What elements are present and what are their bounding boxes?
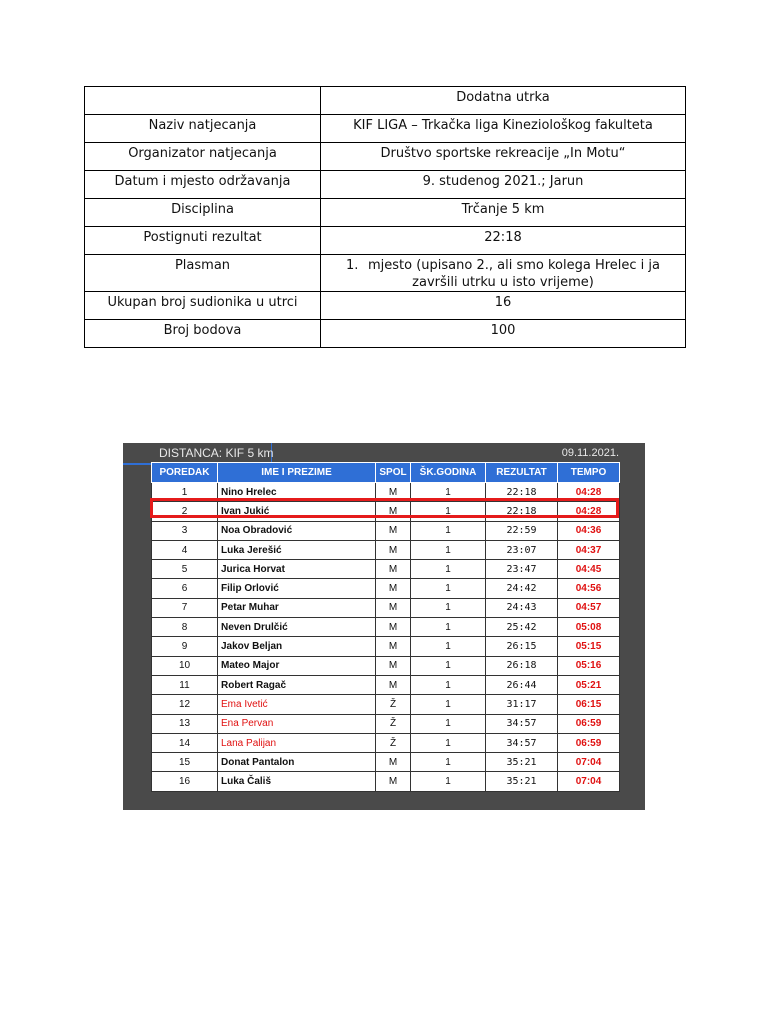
result-time: 24:43 — [486, 598, 558, 617]
result-rank: 11 — [152, 675, 218, 694]
result-year: 1 — [411, 483, 486, 502]
result-year: 1 — [411, 772, 486, 791]
result-name: Robert Ragač — [218, 675, 376, 694]
result-rank: 10 — [152, 656, 218, 675]
plasman-line-1 — [325, 257, 681, 274]
result-tempo: 04:45 — [558, 560, 620, 579]
info-value-plasman — [321, 255, 686, 292]
result-rank: 12 — [152, 695, 218, 714]
result-rank: 6 — [152, 579, 218, 598]
info-label: Naziv natjecanja — [85, 115, 321, 143]
info-row-plasman — [85, 255, 686, 292]
result-tempo: 04:28 — [558, 502, 620, 521]
result-sex: M — [376, 579, 411, 598]
result-name: Ema Ivetić — [218, 695, 376, 714]
col-header-name: IME I PREZIME — [218, 463, 376, 483]
col-header-tempo: TEMPO — [558, 463, 620, 483]
info-row — [85, 227, 686, 255]
result-tempo: 06:59 — [558, 714, 620, 733]
result-tempo: 07:04 — [558, 753, 620, 772]
info-row — [85, 292, 686, 320]
result-rank: 7 — [152, 598, 218, 617]
result-name: Neven Drulčić — [218, 618, 376, 637]
result-year: 1 — [411, 675, 486, 694]
result-year: 1 — [411, 521, 486, 540]
result-name: Filip Orlović — [218, 579, 376, 598]
result-time: 35:21 — [486, 753, 558, 772]
result-year: 1 — [411, 618, 486, 637]
result-time: 31:17 — [486, 695, 558, 714]
result-name: Lana Palijan — [218, 733, 376, 752]
result-row — [152, 560, 620, 579]
result-row — [152, 753, 620, 772]
info-row — [85, 143, 686, 171]
result-name: Jurica Horvat — [218, 560, 376, 579]
result-sex: M — [376, 560, 411, 579]
result-rank: 8 — [152, 618, 218, 637]
result-time: 22:18 — [486, 502, 558, 521]
info-label: Plasman — [85, 255, 321, 292]
result-row — [152, 579, 620, 598]
result-name: Ena Pervan — [218, 714, 376, 733]
info-row — [85, 199, 686, 227]
result-year: 1 — [411, 579, 486, 598]
col-header-year: ŠK.GODINA — [411, 463, 486, 483]
result-year: 1 — [411, 733, 486, 752]
result-row — [152, 540, 620, 559]
results-screenshot — [123, 443, 645, 810]
result-name: Jakov Beljan — [218, 637, 376, 656]
result-sex: M — [376, 540, 411, 559]
result-year: 1 — [411, 502, 486, 521]
result-tempo: 05:08 — [558, 618, 620, 637]
info-row — [85, 320, 686, 348]
result-year: 1 — [411, 560, 486, 579]
col-header-result: REZULTAT — [486, 463, 558, 483]
result-time: 34:57 — [486, 714, 558, 733]
col-header-rank: POREDAK — [152, 463, 218, 483]
col-header-sex: SPOL — [376, 463, 411, 483]
info-label: Postignuti rezultat — [85, 227, 321, 255]
info-label: Datum i mjesto održavanja — [85, 171, 321, 199]
result-time: 26:44 — [486, 675, 558, 694]
result-sex: M — [376, 483, 411, 502]
result-sex: M — [376, 637, 411, 656]
info-header-title: Dodatna utrka — [321, 87, 686, 115]
result-rank: 9 — [152, 637, 218, 656]
result-name: Nino Hrelec — [218, 483, 376, 502]
result-row — [152, 637, 620, 656]
result-row — [152, 521, 620, 540]
result-rank: 14 — [152, 733, 218, 752]
result-year: 1 — [411, 714, 486, 733]
result-year: 1 — [411, 540, 486, 559]
result-row — [152, 733, 620, 752]
info-value: KIF LIGA – Trkačka liga Kineziološkog fakulteta — [321, 115, 686, 143]
info-value: Trčanje 5 km — [321, 199, 686, 227]
result-name: Luka Jerešić — [218, 540, 376, 559]
result-tempo: 06:15 — [558, 695, 620, 714]
result-row — [152, 714, 620, 733]
competition-info-table — [84, 86, 686, 348]
result-year: 1 — [411, 656, 486, 675]
result-name: Mateo Major — [218, 656, 376, 675]
result-tempo: 04:37 — [558, 540, 620, 559]
result-tempo: 05:16 — [558, 656, 620, 675]
results-table — [151, 462, 620, 792]
result-name: Luka Čališ — [218, 772, 376, 791]
result-time: 26:15 — [486, 637, 558, 656]
result-row — [152, 483, 620, 502]
result-tempo: 06:59 — [558, 733, 620, 752]
result-sex: M — [376, 772, 411, 791]
result-rank: 4 — [152, 540, 218, 559]
result-time: 35:21 — [486, 772, 558, 791]
result-tempo: 05:15 — [558, 637, 620, 656]
result-time: 26:18 — [486, 656, 558, 675]
info-label: Ukupan broj sudionika u utrci — [85, 292, 321, 320]
result-rank: 15 — [152, 753, 218, 772]
info-value: Društvo sportske rekreacije „In Motu“ — [321, 143, 686, 171]
result-time: 24:42 — [486, 579, 558, 598]
result-tempo: 04:57 — [558, 598, 620, 617]
result-row — [152, 695, 620, 714]
info-header-row — [85, 87, 686, 115]
result-name: Donat Pantalon — [218, 753, 376, 772]
result-rank: 16 — [152, 772, 218, 791]
info-value: 16 — [321, 292, 686, 320]
info-value: 100 — [321, 320, 686, 348]
result-year: 1 — [411, 598, 486, 617]
result-row — [152, 502, 620, 521]
result-name: Noa Obradović — [218, 521, 376, 540]
result-year: 1 — [411, 637, 486, 656]
plasman-text-1: mjesto (upisano 2., ali smo kolega Hrelec i ja — [367, 258, 660, 273]
result-row — [152, 675, 620, 694]
plasman-number: 1. — [345, 258, 359, 273]
info-value: 9. studenog 2021.; Jarun — [321, 171, 686, 199]
result-sex: M — [376, 598, 411, 617]
result-name: Ivan Jukić — [218, 502, 376, 521]
plasman-line-2: završili utrku u isto vrijeme) — [412, 275, 594, 290]
result-sex: Ž — [376, 733, 411, 752]
result-tempo: 05:21 — [558, 675, 620, 694]
result-time: 23:07 — [486, 540, 558, 559]
result-sex: M — [376, 521, 411, 540]
info-row — [85, 171, 686, 199]
results-header-row — [152, 463, 620, 483]
info-label: Broj bodova — [85, 320, 321, 348]
result-tempo: 04:28 — [558, 483, 620, 502]
result-sex: Ž — [376, 714, 411, 733]
result-rank: 13 — [152, 714, 218, 733]
result-sex: M — [376, 502, 411, 521]
info-header-empty — [85, 87, 321, 115]
result-year: 1 — [411, 753, 486, 772]
result-rank: 2 — [152, 502, 218, 521]
result-year: 1 — [411, 695, 486, 714]
result-sex: M — [376, 753, 411, 772]
result-sex: M — [376, 675, 411, 694]
result-sex: M — [376, 618, 411, 637]
result-sex: M — [376, 656, 411, 675]
info-row — [85, 115, 686, 143]
result-row — [152, 656, 620, 675]
distance-title: DISTANCA: KIF 5 km — [159, 446, 274, 460]
result-time: 34:57 — [486, 733, 558, 752]
result-tempo: 04:36 — [558, 521, 620, 540]
info-label: Disciplina — [85, 199, 321, 227]
info-label: Organizator natjecanja — [85, 143, 321, 171]
result-time: 22:59 — [486, 521, 558, 540]
info-value: 22:18 — [321, 227, 686, 255]
result-row — [152, 598, 620, 617]
results-body — [152, 483, 620, 792]
result-rank: 1 — [152, 483, 218, 502]
result-time: 22:18 — [486, 483, 558, 502]
result-rank: 3 — [152, 521, 218, 540]
result-time: 23:47 — [486, 560, 558, 579]
result-tempo: 04:56 — [558, 579, 620, 598]
result-time: 25:42 — [486, 618, 558, 637]
result-tempo: 07:04 — [558, 772, 620, 791]
result-rank: 5 — [152, 560, 218, 579]
result-row — [152, 618, 620, 637]
result-row — [152, 772, 620, 791]
result-sex: Ž — [376, 695, 411, 714]
result-name: Petar Muhar — [218, 598, 376, 617]
race-date: 09.11.2021. — [561, 447, 619, 459]
